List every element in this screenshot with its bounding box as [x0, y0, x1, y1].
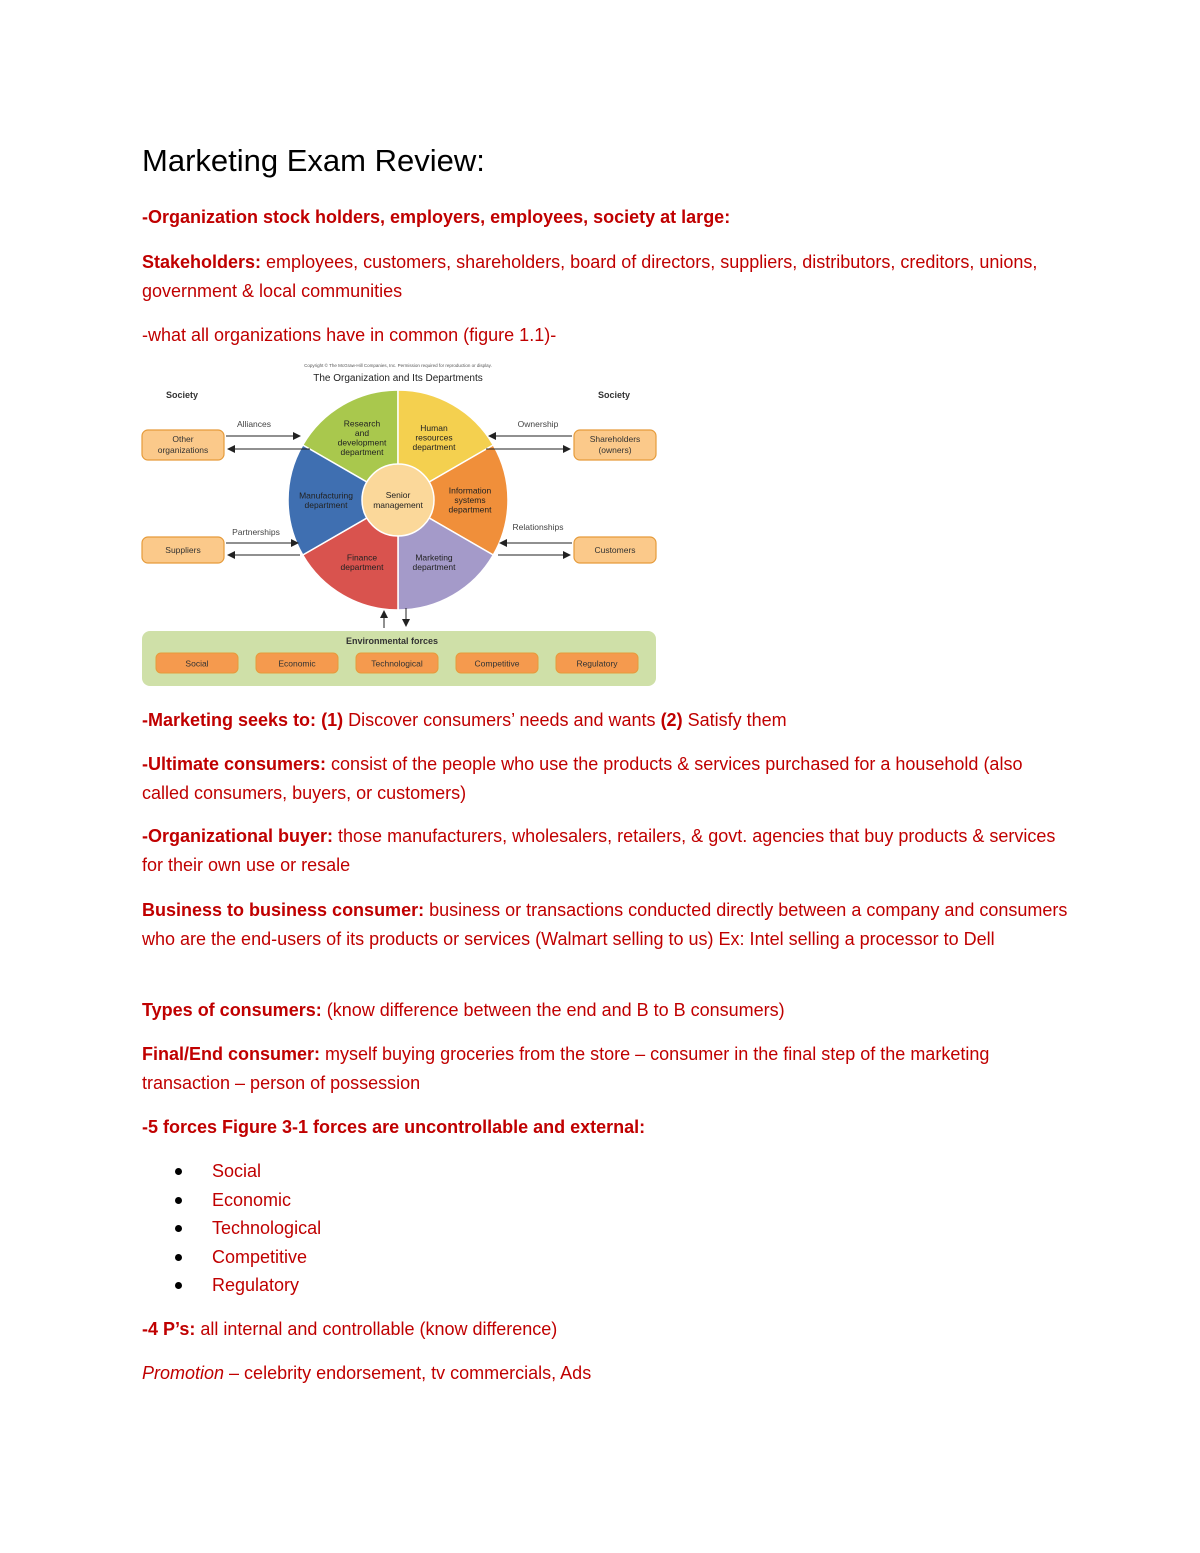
paragraph-four-ps	[142, 1315, 1072, 1344]
figure-intro-text: -what all organizations have in common (figure 1.1)-	[142, 325, 557, 345]
partnerships-label: Partnerships	[232, 527, 280, 537]
marketing-seeks-label: -Marketing seeks to:	[142, 710, 317, 730]
paragraph-organizational-buyer	[142, 822, 1072, 879]
list-item	[142, 1243, 321, 1272]
copyright-line: Copyright © The McGraw-Hill Companies, Inc. Permission required for reproduction or display.	[304, 363, 492, 368]
shareholders-label-2: (owners)	[598, 445, 632, 455]
wheel-label-mkt: department	[412, 562, 456, 573]
bullet-text: Regulatory	[212, 1275, 300, 1295]
wheel-label-rd: department	[340, 446, 384, 457]
wheel-label-mkt: Marketing	[415, 552, 453, 563]
organization-heading: -Organization stock holders, employers, employees, society at large:	[142, 207, 731, 227]
society-right-label: Society	[597, 390, 631, 400]
b2b-consumer-text: business or transactions conducted directly between a company and consumers who are the end-users of its products or services (Walmart selling to us) Ex: Intel selling a processor to Dell	[142, 900, 1068, 949]
paragraph-types-of-consumers	[142, 996, 1072, 1025]
marketing-seeks-text-1: Discover consumers’ needs and wants	[343, 710, 661, 730]
b2b-consumer-label: Business to business consumer:	[142, 900, 425, 920]
paragraph-b2b-consumer	[142, 896, 1072, 953]
ownership-label: Ownership	[517, 419, 559, 429]
wheel-label-hr: resources	[415, 432, 453, 443]
bullet-text: Competitive	[212, 1246, 308, 1267]
bullet-icon	[175, 1225, 182, 1232]
other-organizations-label-2: organizations	[157, 445, 209, 455]
wheel-label-is: Information	[448, 485, 492, 496]
final-consumer-label: Final/End consumer:	[142, 1044, 321, 1064]
wheel-label-is: systems	[454, 495, 486, 505]
paragraph-final-consumer	[142, 1040, 1072, 1097]
force-label: Economic	[278, 658, 316, 669]
list-item	[142, 1186, 321, 1215]
list-item	[142, 1214, 321, 1243]
suppliers-label: Suppliers	[165, 545, 201, 555]
organizational-buyer-text: those manufacturers, wholesalers, retailers, & govt. agencies that buy products & services for their own use or resale	[142, 826, 1056, 875]
environmental-forces-list	[156, 653, 638, 673]
wheel-label-hr: department	[412, 442, 456, 453]
force-label: Technological	[371, 658, 423, 669]
relationships-label: Relationships	[512, 522, 564, 532]
paragraph-promotion	[142, 1359, 1072, 1388]
ultimate-consumers-text: consist of the people who use the products & services purchased for a household (also called consumers, buyers, or customers)	[142, 754, 1023, 803]
stakeholders-text: employees, customers, shareholders, board of directors, suppliers, distributors, creditors, unions, government & local communities	[142, 252, 1038, 301]
marketing-seeks-step-1: (1)	[321, 710, 344, 730]
alliances-label: Alliances	[236, 419, 272, 429]
paragraph-stakeholders	[142, 248, 1072, 305]
wheel-label-hr: Human	[420, 423, 448, 434]
wheel-label-fin: Finance	[346, 552, 378, 563]
bullet-icon	[175, 1197, 182, 1204]
senior-management-label: management	[373, 500, 423, 510]
wheel-label-mfg: department	[304, 499, 348, 510]
four-ps-text: all internal and controllable (know difference)	[195, 1319, 558, 1339]
bullet-text: Technological	[212, 1218, 322, 1238]
forces-bullet-list	[142, 1157, 321, 1300]
marketing-seeks-text-2: Satisfy them	[682, 710, 787, 730]
wheel-label-is: department	[448, 504, 492, 515]
paragraph-ultimate-consumers	[142, 750, 1072, 807]
organization-departments-figure	[140, 355, 660, 690]
list-item	[142, 1271, 321, 1300]
paragraph-five-forces	[142, 1113, 1072, 1142]
shareholders-label-1: Shareholders	[589, 434, 641, 444]
bullet-icon	[175, 1168, 182, 1175]
figure-title: The Organization and Its Departments	[313, 373, 483, 384]
environmental-forces-title: Environmental forces	[345, 636, 439, 646]
wheel-label-rd: Research	[343, 418, 381, 429]
organizational-buyer-label: -Organizational buyer:	[142, 826, 334, 846]
other-organizations-label-1: Other	[172, 434, 194, 444]
paragraph-organization	[142, 203, 1072, 232]
wheel-label-rd: and	[354, 427, 370, 438]
force-label: Regulatory	[576, 658, 618, 669]
page-title: Marketing Exam Review:	[142, 143, 485, 178]
bullet-icon	[175, 1254, 182, 1261]
wheel-label-fin: department	[340, 562, 384, 573]
society-left-label: Society	[165, 390, 199, 400]
force-label: Social	[185, 658, 209, 669]
paragraph-figure-intro	[142, 321, 1072, 350]
paragraph-marketing-seeks	[142, 706, 1072, 735]
senior-management-label: Senior	[385, 490, 411, 500]
department-wheel	[288, 390, 508, 610]
five-forces-heading: -5 forces Figure 3-1 forces are uncontrollable and external:	[142, 1117, 646, 1137]
bullet-text: Social	[212, 1161, 262, 1181]
bullet-text: Economic	[212, 1189, 292, 1210]
list-item	[142, 1157, 321, 1186]
promotion-label: Promotion	[142, 1363, 225, 1383]
customers-label: Customers	[594, 545, 636, 555]
wheel-label-mfg: Manufacturing	[299, 490, 353, 501]
marketing-seeks-step-2: (2)	[660, 710, 683, 730]
wheel-label-rd: development	[337, 437, 387, 448]
ultimate-consumers-label: -Ultimate consumers:	[142, 754, 327, 774]
four-ps-label: -4 P’s:	[142, 1319, 196, 1339]
force-label: Competitive	[474, 658, 520, 669]
promotion-text: – celebrity endorsement, tv commercials, Ads	[224, 1363, 592, 1383]
types-of-consumers-label: Types of consumers:	[142, 1000, 322, 1020]
bullet-icon	[175, 1282, 182, 1289]
stakeholders-label: Stakeholders:	[142, 252, 262, 272]
final-consumer-text: myself buying groceries from the store – consumer in the final step of the marketing transaction – person of possession	[142, 1044, 990, 1093]
types-of-consumers-text: (know difference between the end and B to B consumers)	[321, 1000, 785, 1020]
